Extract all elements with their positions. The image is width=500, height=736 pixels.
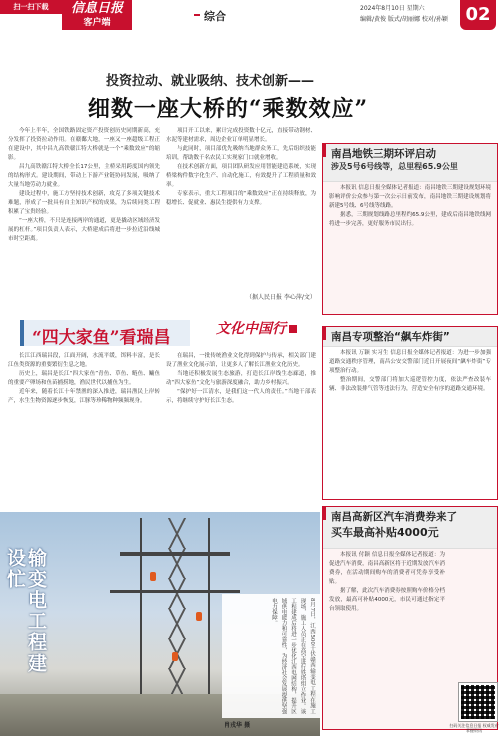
news-box-metro[interactable] [322, 143, 498, 315]
paragraph: 建设过程中，施工方坚持技术创新，攻克了多项关键技术难题，形成了一批具有自主知识产权的成果，为后续同类工程积累了宝贵经验。 [8, 191, 160, 215]
box-accent [322, 506, 326, 520]
paragraph: 据悉，三期规划线路总里程约65.9公里，建成后南昌地铁线网将进一步完善，更好服务市民出行。 [329, 212, 491, 227]
story-headline: 细数一座大桥的“乘数效应” [87, 96, 369, 122]
logo-name: 信息日报 [70, 1, 123, 16]
qr-caption: 扫码关注信息日报 权威发布掌握资讯 [449, 723, 499, 733]
box-body [323, 347, 497, 398]
worker-figure [150, 572, 156, 581]
section-name: 综合 [204, 10, 226, 23]
box-header [323, 144, 497, 182]
photo-credit: 肖戎华 摄 [224, 722, 251, 729]
paragraph: 整治期间，交警部门将加大巡逻管控力度，依法严查改装车辆、非法改装排气管等违法行为，营造安全有序的道路交通环境。 [329, 377, 491, 392]
tower-crossarm [120, 552, 230, 556]
paragraph: “保护好一江清水，是我们这一代人的责任。”当地干部表示，将继续守护好长江生态。 [166, 389, 316, 404]
paragraph: 与此同时，项目部优先吸纳当地群众务工，先后组织技能培训，帮助数千名农民工实现家门口就业增收。 [166, 146, 316, 161]
masthead [0, 0, 500, 30]
box-header [323, 327, 497, 347]
transmission-tower [140, 518, 210, 698]
editor-credits: 编辑/黄俊 版式/胡丽娜 校对/孙颖 [360, 16, 448, 23]
paragraph: 历史上，瑞昌是长江“四大家鱼”青鱼、草鱼、鲢鱼、鳙鱼的重要产卵场和鱼苗捕捞地，渔民世代以捕鱼为生。 [8, 371, 160, 386]
culture-logo-text: 文化中国行 [216, 321, 286, 337]
box-body [323, 549, 451, 618]
page-number: 02 [460, 0, 496, 30]
worker-figure [196, 612, 202, 621]
issue-date: 2024年8月10日 星期六 [360, 5, 425, 12]
paragraph: 长江江西瑞昌段，江面开阔，水流平缓，饵料丰富，是长江鱼类资源的重要繁衍生息之地。 [8, 353, 160, 368]
paragraph: 昌九高铁赣江特大桥全长17公里，主桥采用跨度国内领先的结构形式。建设期间，带动上下游产业链协同发展，吸纳了大量当地劳动力就业。 [8, 164, 160, 188]
feature-title-text: “四大家鱼”看瑞昌 [32, 328, 171, 348]
culture-column-logo [216, 318, 297, 338]
box-accent [322, 143, 326, 157]
logo-sub: 客户端 [83, 18, 111, 28]
feature-column-1 [8, 352, 160, 512]
box-title: 南昌高新区汽车消费券来了 [331, 511, 457, 523]
seal-icon [289, 325, 297, 333]
qr-code-icon[interactable] [459, 683, 497, 721]
story-kicker: 投资拉动、就业吸纳、技术创新—— [105, 74, 314, 89]
paragraph: 项目开工以来，累计完成投资数十亿元，直接带动钢材、水泥等建材需求，周边企业订单明显增长。 [166, 128, 316, 143]
paragraph: 本报讯 付颖 信息日报全媒体记者报道：为促进汽车消费，南昌高新区将于近期发放汽车消费券，在活动期间购车的消费者可凭券享受补贴。 [329, 552, 445, 585]
box-subtitle: 涉及5号6号线等，总里程65.9公里 [331, 162, 458, 171]
worker-figure [172, 652, 178, 661]
box-header [323, 507, 497, 549]
paragraph: 本报讯 信息日报全媒体记者报道：南昌地铁三期建设规划环境影响评价公众参与第一次公示日前发布，南昌地铁三期建设规划将新建5号线、6号线等线路。 [329, 185, 491, 209]
paragraph: 专家表示，重大工程项目的“乘数效应”正在持续释放，为稳增长、促就业、惠民生提供有力支撑。 [166, 191, 316, 206]
news-box-car-voucher[interactable] [322, 506, 499, 733]
paragraph: 据了解，此次汽车消费券按照购车价格分档发放，最高可补贴4000元，市民可通过指定平台领取使用。 [329, 588, 445, 612]
news-box-traffic[interactable] [322, 326, 498, 500]
paragraph: 今年上半年，全国铁路固定资产投资创历史同期新高，充分发挥了投资拉动作用。在赣鄱大地，一座又一座超级工程正在建设中，其中昌九高铁赣江特大桥就是一个“乘数效应”的缩影。 [8, 128, 160, 161]
tower-crossarm [110, 590, 240, 593]
feature-column-2 [166, 352, 316, 512]
paragraph: “一座大桥，不只是连接两岸的通道，更是撬动区域经济发展的杠杆。”项目负责人表示，大桥建成后将进一步拉近沿线城市时空距离。 [8, 218, 160, 242]
paragraph: 在技术创新方面，项目团队研发应用智能建造系统，实现桥梁构件数字化生产、自动化施工，有效提升了工程质量和效率。 [166, 164, 316, 188]
download-tab[interactable]: 扫一扫下载 [0, 0, 62, 14]
box-accent [322, 326, 326, 340]
box-title: 南昌专项整治“飙车炸街” [331, 331, 450, 343]
paragraph: 本报讯 万颖 实习生 信息日报全媒体记者报道：为进一步加强道路交通秩序管理，南昌公安交警部门近日开展夜间“飙车炸街”专项整治行动。 [329, 350, 491, 374]
box-title: 南昌地铁三期环评启动 [331, 148, 436, 160]
paragraph: 近年来，随着长江十年禁渔的深入推进，瑞昌渔民上岸转产，水生生物资源逐步恢复，江豚等珍稀物种频频现身。 [8, 389, 160, 404]
paragraph: 在瑞昌，一批传统渔业文化得到保护与传承，相关部门建设了渔业文化展示馆，让更多人了解长江渔业文化历史。 [166, 353, 316, 368]
feature-title [20, 320, 190, 346]
box-body [323, 182, 497, 233]
story-byline: （据人民日报 李心萍/文） [246, 294, 316, 301]
story-column-1 [8, 127, 160, 332]
photo-caption: 8月7日，江西500千伏赣西输变电工程在施工现场，施工人员正在高空进行铁塔组立作业。该工程建成后将进一步优化江西电网结构，提升区域供电能力和可靠性，为经济社会发展提供坚强电力保障。 [222, 594, 320, 718]
photo-title: 输变电工程建设忙 [4, 548, 47, 674]
newspaper-logo [62, 0, 132, 30]
paragraph: 当地还积极发展生态旅游，打造长江岸线生态廊道，推动“四大家鱼”文化与旅游深度融合，助力乡村振兴。 [166, 371, 316, 386]
story-column-2 [166, 127, 316, 302]
box-subtitle: 买车最高补贴4000元 [331, 526, 439, 539]
